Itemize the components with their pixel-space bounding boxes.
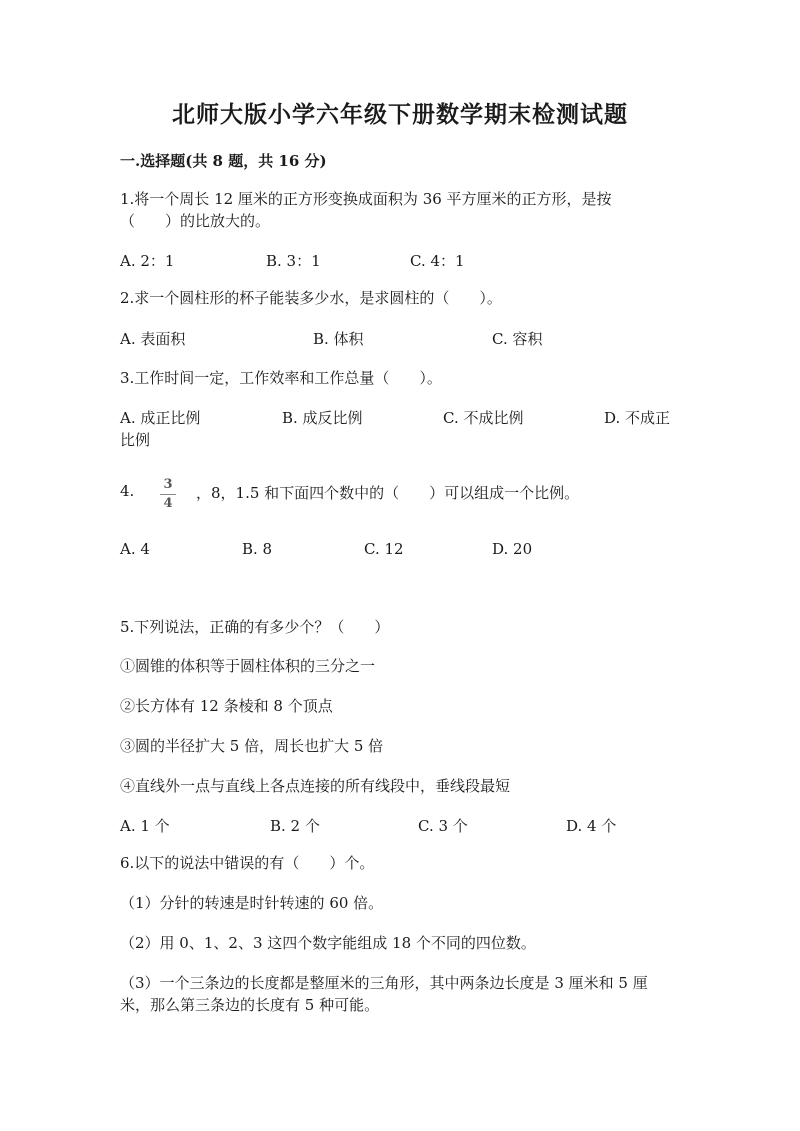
question-2-option-a: A. 表面积: [120, 330, 186, 348]
question-4-text: ，8，1.5 和下面四个数中的（ ）可以组成一个比例。: [196, 484, 580, 502]
question-1-text: 1.将一个周长 12 厘米的正方形变换成面积为 36 平方厘米的正方形，是按: [120, 190, 612, 208]
question-5-text: 5.下列说法，正确的有多少个？（ ）: [120, 618, 390, 636]
question-1-option-b: B. 3：1: [266, 252, 321, 270]
question-6-statement-3: （3）一个三条边的长度都是整厘米的三角形，其中两条边长度是 3 厘米和 5 厘: [120, 974, 648, 992]
page-title: 北师大版小学六年级下册数学期末检测试题: [172, 101, 628, 128]
fraction-bar: [160, 494, 176, 495]
question-3-option-d: D. 不成正: [604, 409, 671, 427]
question-4-number: 4.: [120, 482, 135, 500]
question-2-text: 2.求一个圆柱形的杯子能装多少水，是求圆柱的（ ）。: [120, 289, 502, 307]
question-3-option-b: B. 成反比例: [282, 409, 363, 427]
question-6-statement-1: （1）分针的转速是时针转速的 60 倍。: [120, 894, 384, 912]
question-2-option-c: C. 容积: [492, 330, 543, 348]
question-5-option-c: C. 3 个: [418, 817, 468, 835]
question-5-statement-4: ④直线外一点与直线上各点连接的所有线段中，垂线段最短: [120, 777, 511, 795]
question-3-option-a: A. 成正比例: [120, 409, 201, 427]
question-1-text-cont: （ ）的比放大的。: [120, 212, 271, 230]
question-5-statement-2: ②长方体有 12 条棱和 8 个顶点: [120, 697, 333, 715]
question-4-option-a: A. 4: [120, 540, 150, 558]
question-2-option-b: B. 体积: [313, 330, 364, 348]
section-heading: 一.选择题(共 8 题，共 16 分): [120, 152, 327, 170]
question-1-option-a: A. 2：1: [120, 252, 175, 270]
question-5-option-b: B. 2 个: [270, 817, 320, 835]
question-4-option-c: C. 12: [364, 540, 404, 558]
question-5-option-d: D. 4 个: [566, 817, 617, 835]
question-4-option-d: D. 20: [492, 540, 533, 558]
fraction-denominator: 4: [163, 496, 173, 511]
fraction-numerator: 3: [163, 477, 173, 492]
question-6-text: 6.以下的说法中错误的有（ ）个。: [120, 854, 375, 872]
question-5-statement-3: ③圆的半径扩大 5 倍，周长也扩大 5 倍: [120, 737, 384, 755]
question-1-option-c: C. 4：1: [410, 252, 465, 270]
question-3-text: 3.工作时间一定，工作效率和工作总量（ ）。: [120, 369, 442, 387]
question-3-option-c: C. 不成比例: [443, 409, 524, 427]
question-6-statement-2: （2）用 0、1、2、3 这四个数字能组成 18 个不同的四位数。: [120, 934, 536, 952]
question-5-statement-1: ①圆锥的体积等于圆柱体积的三分之一: [120, 657, 376, 675]
question-6-statement-3-cont: 米，那么第三条边的长度有 5 种可能。: [120, 996, 380, 1014]
fraction-three-quarters: [158, 477, 178, 512]
question-5-option-a: A. 1 个: [120, 817, 170, 835]
question-4-option-b: B. 8: [242, 540, 273, 558]
question-3-option-d-wrap: 比例: [120, 431, 151, 449]
